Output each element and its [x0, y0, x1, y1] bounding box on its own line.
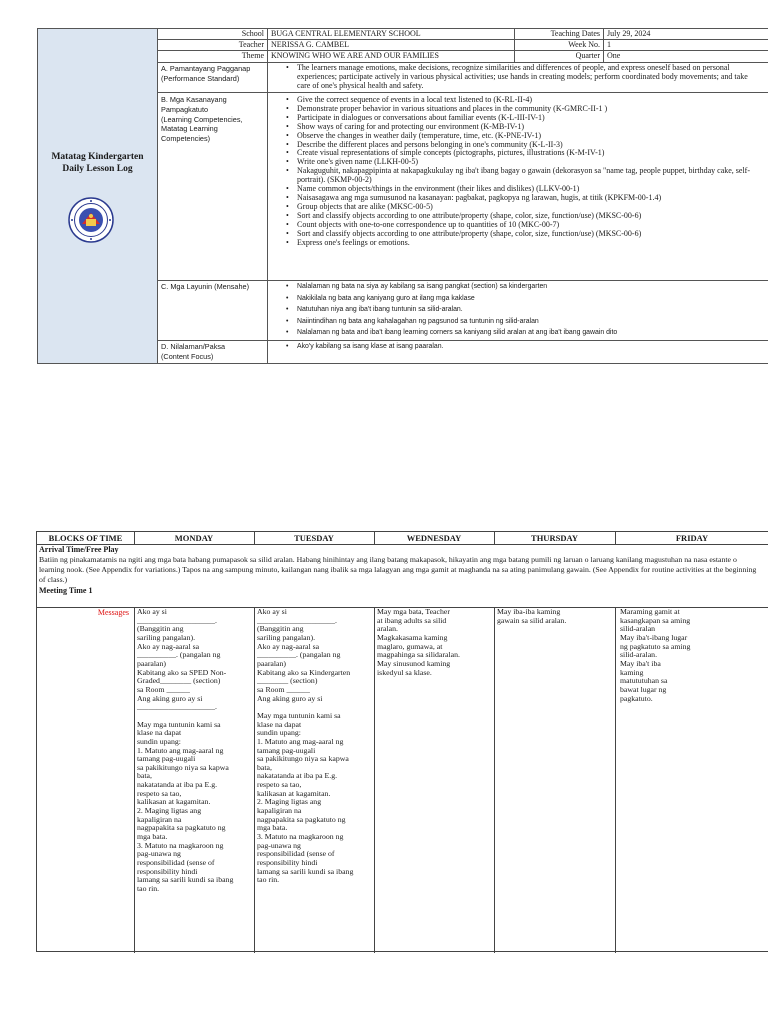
list-item: • Write one's given name (LLKH-00-5): [297, 158, 767, 167]
col-header-friday: FRIDAY: [675, 533, 709, 543]
quarter-label: Quarter: [575, 51, 600, 60]
list-item: • Sort and classify objects according to one attribute/property (shape, color, size, function/use) (MKSC-00-6): [297, 230, 767, 239]
col-header-thursday: THURSDAY: [531, 533, 578, 543]
list-item: • Give the correct sequence of events in a local text listened to (K-RL-II-4): [297, 96, 767, 105]
col-header-blocks: BLOCKS OF TIME: [48, 533, 123, 543]
list-item: • Naiintindihan ng bata ang kahalagahan ng pagsunod sa tuntunin ng silid-aralan: [297, 316, 767, 328]
list-item: • Naisasagawa ang mga sumusunod na kasanayan: pagbakat, pagkopya ng larawan, hugis, at titik (KPKFM-00-1.4): [297, 194, 767, 203]
list-item: • Nalalaman ng bata na siya ay kabilang sa isang pangkat (section) sa kindergarten: [297, 281, 767, 293]
quarter-value: One: [607, 51, 621, 60]
list-item: • Create visual representations of simple concepts (pictographs, pictures, illustrations (K-M-IV-1): [297, 149, 767, 158]
list-item: • Count objects with one-to-one correspondence up to quantities of 10 (MKC-00-7): [297, 221, 767, 230]
teaching-dates-label: Teaching Dates: [550, 29, 600, 38]
document-title: Matatag Kindergarten Daily Lesson Log: [51, 152, 144, 174]
learning-competencies-label: B. Mga Kasanayang Pampagkatuto (Learning Competencies, Matatag Learning Competencies): [161, 95, 243, 144]
deped-seal-icon: [68, 197, 114, 243]
list-item: • Describe the different places and persons belonging in one's community (K-L-II-3): [297, 141, 767, 150]
list-item: • Name common objects/things in the environment (their likes and dislikes) (LLKV-00-1): [297, 185, 767, 194]
list-item: • Observe the changes in weather daily (temperature, time, etc. (K-PNE-IV-1): [297, 132, 767, 141]
performance-standard-label: A. Pamantayang Pagganap (Performance Standard): [161, 64, 251, 83]
week-label: Week No.: [568, 40, 600, 49]
school-label: School: [241, 29, 264, 38]
meeting-time-title: Meeting Time 1: [39, 586, 93, 595]
list-item: • Show ways of caring for and protecting our environment (K-MB-IV-1): [297, 123, 767, 132]
objectives-list: [275, 281, 767, 339]
list-item: • Sort and classify objects according to one attribute/property (shape, color, size, function/use) (MKSC-00-6): [297, 212, 767, 221]
col-header-tuesday: TUESDAY: [294, 533, 334, 543]
learning-competencies-list: [275, 96, 767, 247]
list-item: • Express one's feelings or emotions.: [297, 239, 767, 248]
wednesday-messages: May mga bata, Teacher at ibang adults sa silid aralan. Magkakasama kaming maglaro, gumawa, at magpahinga sa silidaralan. May sinusunod kaming iskedyul sa klase.: [377, 607, 460, 677]
performance-standard-list: [275, 64, 753, 91]
friday-messages: Maraming gamit at kasangkapan sa aming silid-aralan May iba't-ibang lugar ng pagkatuto sa aming silid-aralan. May iba't iba kaming matututuhan sa bawat lugar ng pagkatuto.: [620, 607, 691, 703]
list-item: • Group objects that are alike (MKSC-00-5): [297, 203, 767, 212]
lesson-log-header-table: [37, 28, 768, 364]
list-item: • Nakikilala ng bata ang kaniyang guro at ilang mga kaklase: [297, 293, 767, 305]
objectives-label: C. Mga Layunin (Mensahe): [161, 282, 250, 291]
col-header-monday: MONDAY: [174, 533, 214, 543]
content-focus-label: D. Nilalaman/Paksa (Content Focus): [161, 342, 226, 361]
school-value: BUGA CENTRAL ELEMENTARY SCHOOL: [271, 29, 421, 38]
list-item: • Nalalaman ng bata and iba't ibang learning corners sa kaniyang silid aralan at ang iba't ibang gawain dito: [297, 327, 767, 339]
list-item: • Participate in dialogues or conversations about familiar events (K-L-III-IV-1): [297, 114, 767, 123]
list-item: • The learners manage emotions, make decisions, recognize similarities and differences of people, and express oneself based on personal experiences; participate actively in various physical activities; use hands in creating models; perform coordinated body movements; and take care of one's physical health and safety.: [297, 64, 753, 91]
arrival-time-text: Batiin ng pinakamatamis na ngiti ang mga bata habang pumapasok sa silid aralan. Habang hinihintay ang ilang batang makapasok, hikayatin ang mga batang pumili ng laruan o laruang kanilang magustuhan na nasa estante o learning nook. (See Appendix for variations.) Tapos na ang sampung minuto, kailangan nang ibalik sa mga lalagyan ang mga gamit at maghanda na sa ating panimulang gawain. (See Appendix for routine activities at the beginning of class.): [39, 555, 757, 585]
weekly-schedule-table: [36, 531, 768, 952]
week-value: 1: [607, 40, 611, 49]
messages-label: Messages: [97, 608, 129, 617]
content-focus-list: [275, 341, 767, 353]
col-header-wednesday: WEDNESDAY: [406, 533, 462, 543]
logo-column: [38, 29, 157, 363]
monday-messages: Ako ay si ____________________. (Banggitin ang sariling pangalan). Ako ay nag-aaral sa __________. (pangalan ng paaralan) Kabitang ako sa SPED Non- Graded________ (section) sa Room ______ Ang aking guro ay si ____________________. May mga tuntunin kami sa klase na dapat sundin upang: 1. Matuto ang mag-aaral ng tamang pag-uugali sa pakikitungo niya sa kapwa bata, nakatatanda at iba pa E.g. respeto sa tao, kalikasan at kagamitan. 2. Maging ligtas ang kapaligiran na nagpapakita sa pagkatuto ng mga bata. 3. Matuto na magkaroon ng pag-unawa ng responsibilidad (sense of responsibility hindi lamang sa sarili kundi sa ibang tao rin.: [137, 607, 234, 893]
list-item: • Ako'y kabilang sa isang klase at isang paaralan.: [297, 341, 767, 353]
teaching-dates-value: July 29, 2024: [607, 29, 651, 38]
list-item: • Demonstrate proper behavior in various situations and places in the community (K-GMRC-II-1 ): [297, 105, 767, 114]
list-item: • Natutuhan niya ang iba't ibang tuntunin sa silid-aralan.: [297, 304, 767, 316]
theme-value: KNOWING WHO WE ARE AND OUR FAMILIES: [271, 51, 439, 60]
thursday-messages: May iba-iba kaming gawain sa silid aralan.: [497, 607, 567, 625]
teacher-value: NERISSA G. CAMBEL: [271, 40, 350, 49]
tuesday-messages: Ako ay si ____________________. (Banggitin ang sariling pangalan). Ako ay nag-aaral sa __________. (pangalan ng paaralan) Kabitang ako sa Kindergarten ________ (section) sa Room ______ Ang aking guro ay si May mga tuntunin kami sa klase na dapat sundin upang: 1. Matuto ang mag-aaral ng tamang pag-uugali sa pakikitungo niya sa kapwa bata, nakatatanda at iba pa E.g. respeto sa tao, kalikasan at kagamitan. 2. Maging ligtas ang kapaligiran na nagpapakita sa pagkatuto ng mga bata. 3. Matuto na magkaroon ng pag-unawa ng responsibilidad (sense of responsibility hindi lamang sa sarili kundi sa ibang tao rin.: [257, 607, 354, 885]
teacher-label: Teacher: [238, 40, 264, 49]
list-item: • Nakaguguhit, nakapagpipinta at nakapagkukulay ng iba't ibang bagay o gawain (dekorasyon sa "name tag, people puppet, birthday cake, self-portrait). (SKMP-00-2): [297, 167, 767, 185]
theme-label: Theme: [241, 51, 264, 60]
arrival-time-title: Arrival Time/Free Play: [39, 545, 119, 554]
